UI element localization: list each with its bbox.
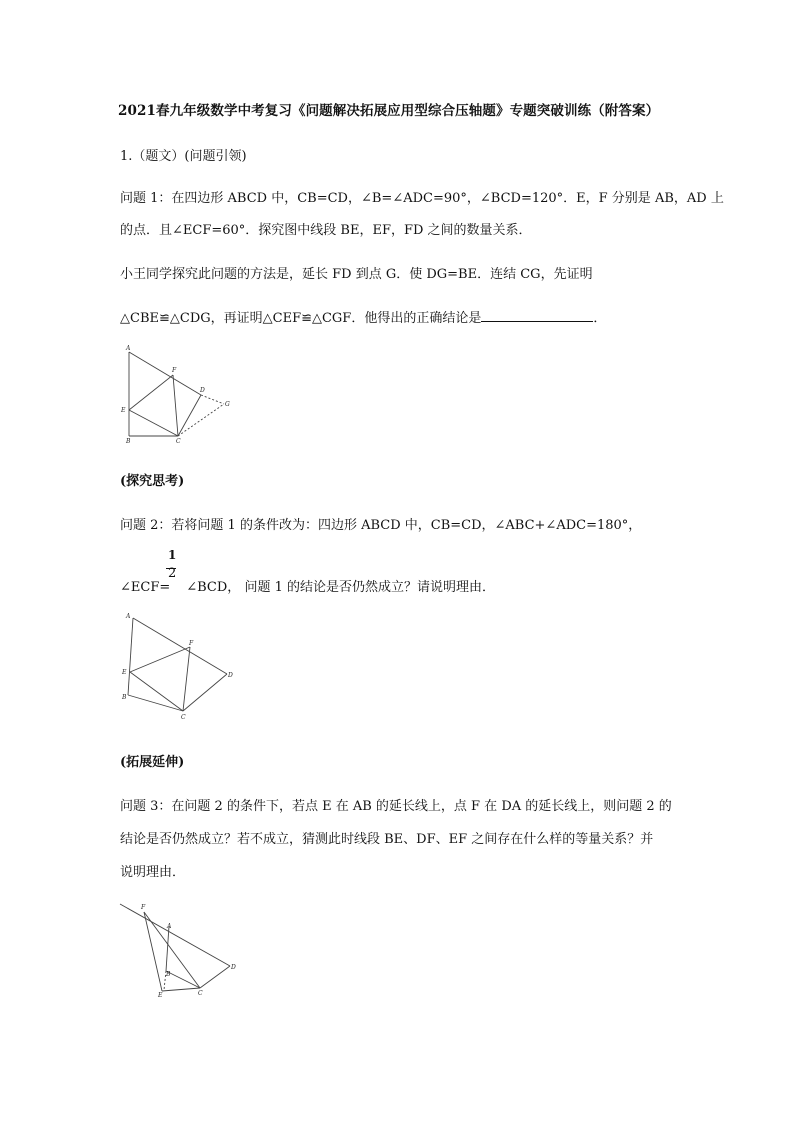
fig3-label-b: B — [166, 971, 171, 978]
figure-2 — [120, 610, 240, 722]
section-2-header: (探究思考) — [120, 474, 185, 489]
fig1-label-a: A — [126, 345, 131, 352]
problem-3-line-3: 说明理由． — [120, 865, 186, 880]
fig2-segment-ef — [130, 647, 190, 672]
fig2-label-e: E — [122, 669, 127, 676]
fig1-segment-dg — [201, 395, 224, 404]
fig1-label-d: D — [200, 387, 205, 394]
fig1-segment-cd — [178, 395, 201, 436]
fig3-label-d: D — [231, 964, 236, 971]
problem-2-line-2-prefix: ∠ECF= — [120, 580, 171, 595]
fig2-label-d: D — [228, 672, 233, 679]
fig2-segment-ab — [128, 618, 133, 695]
problem-3-line-2: 结论是否仍然成立？若不成立，猜测此时线段 BE、DF、EF 之间存在什么样的等量关系？并 — [120, 832, 654, 847]
fig3-label-a: A — [167, 923, 172, 930]
problem-1-line-4-text: △CBE≌△CDG，再证明△CEF≌△CGF．他得出的正确结论是 — [120, 311, 482, 326]
fraction-numerator: 1 — [168, 548, 177, 562]
fig1-segment-ec — [129, 410, 178, 436]
fig2-segment-cd — [183, 674, 227, 711]
figure-1 — [120, 344, 240, 448]
fig2-segment-ad — [133, 618, 227, 674]
section-3-header: (拓展延伸) — [120, 755, 185, 770]
problem-1-line-2: 的点．且∠ECF=60°．探究图中线段 BE，EF，FD 之间的数量关系． — [120, 223, 532, 238]
fig2-segment-fc — [183, 647, 190, 711]
fig2-label-f: F — [189, 640, 194, 647]
fig2-segment-bc — [128, 695, 183, 711]
fig3-segment-fd — [120, 904, 230, 966]
fig3-label-e: E — [158, 992, 163, 999]
problem-2-line-2-text: ∠BCD， 问题 1 的结论是否仍然成立？请说明理由． — [186, 580, 495, 595]
fig3-segment-cd — [200, 966, 230, 988]
fig3-segment-ab — [166, 926, 169, 971]
problem-2-line-2 — [120, 576, 495, 595]
problem-1-line-1: 问题 1：在四边形 ABCD 中，CB=CD，∠B=∠ADC=90°，∠BCD=120°．E，F 分别是 AB，AD 上 — [120, 191, 724, 206]
question-1-header — [120, 145, 247, 164]
fig1-segment-ef — [129, 375, 173, 410]
document-title: 2021春九年级数学中考复习《问题解决拓展应用型综合压轴题》专题突破训练（附答案） — [118, 103, 660, 119]
fraction-denominator: 2 — [168, 566, 177, 581]
fig1-label-f: F — [172, 367, 177, 374]
fig1-segment-fc — [173, 375, 178, 436]
problem-2-line-1: 问题 2：若将问题 1 的条件改为：四边形 ABCD 中，CB=CD，∠ABC+∠ADC=180°， — [120, 518, 642, 533]
fig2-segment-ec — [130, 672, 183, 711]
problem-1-line-3: 小王同学探究此问题的方法是，延长 FD 到点 G．使 DG=BE．连结 CG，先证明 — [120, 267, 593, 282]
fig1-label-g: G — [225, 401, 230, 408]
fig1-segment-cg — [178, 404, 224, 436]
fig3-segment-ec — [162, 988, 200, 991]
fig1-label-b: B — [126, 438, 131, 445]
fig2-label-c: C — [181, 714, 186, 721]
fig1-label-c: C — [176, 438, 181, 445]
fig3-label-f: F — [141, 904, 146, 911]
fig2-label-a: A — [126, 613, 131, 620]
fig3-segment-bc — [166, 971, 200, 988]
question-1-header-text: 1.（题文）(问题引领) — [120, 149, 247, 164]
fig1-label-e: E — [121, 407, 126, 414]
answer-blank[interactable] — [481, 309, 593, 322]
problem-1-line-4-end: ． — [593, 311, 607, 326]
fig1-segment-ad — [129, 352, 201, 395]
fig3-label-c: C — [198, 990, 203, 997]
problem-3-line-1: 问题 3：在问题 2 的条件下，若点 E 在 AB 的延长线上，点 F 在 DA 的延长线上，则问题 2 的 — [120, 799, 672, 814]
fig2-label-b: B — [122, 694, 127, 701]
problem-1-line-4 — [120, 307, 606, 326]
figure-3 — [118, 900, 238, 1004]
